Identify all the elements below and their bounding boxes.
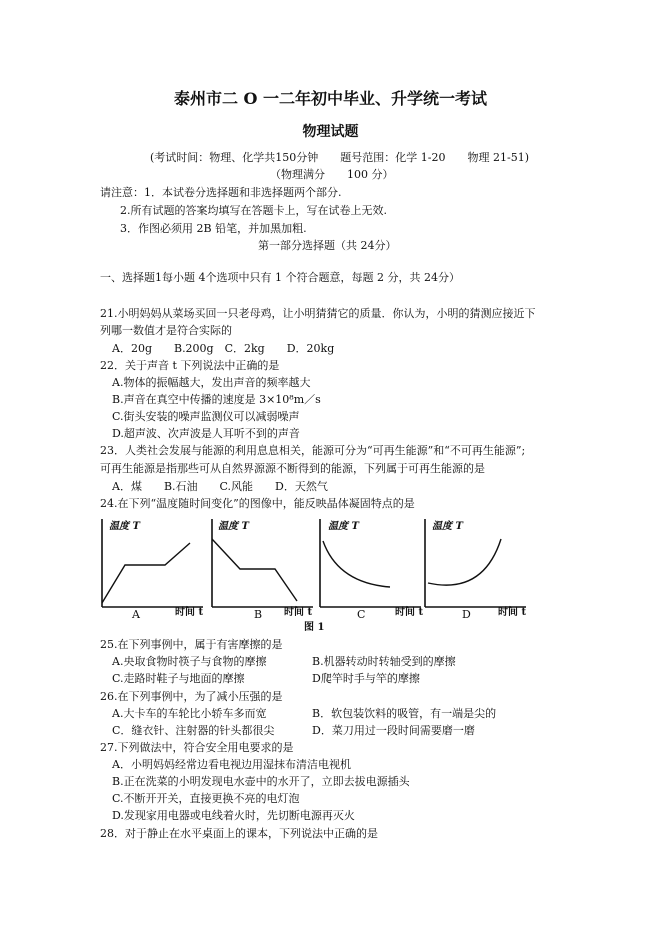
subject-title: 物理试题 [302,124,359,140]
graph-d-x-label: 时间 t [498,607,527,618]
graph-a-x-label: 时间 t [175,607,204,618]
graph-b-x-label: 时间 t [284,607,313,618]
q27-option-a: A．小明妈妈经常边看电视边用湿抹布清洁电视机 [112,758,351,771]
notice-line-3: 3．作图必须用 2B 铅笔，并加黑加粗. [120,222,307,235]
q24-stem: 24.在下列“温度随时间变化”的图像中，能反映晶体凝固特点的是 [100,497,415,510]
graph-c-x-label: 时间 t [395,607,424,618]
graph-a-y-label: 温度 T [109,521,140,532]
q26-option-c: C．缝衣针、注射器的针头都很尖 [112,724,275,737]
q22-option-b: B.声音在真空中传播的速度是 3×10⁸m／s [112,393,321,406]
q23-options: A．煤 B.石油 C.风能 D．天然气 [112,480,328,493]
q22-option-a: A.物体的振幅越大，发出声音的频率越大 [112,376,311,389]
figure-caption: 图 1 [304,622,325,633]
section-heading: 一、选择题1每小题 4个选项中只有 1 个符合题意，每题 2 分，共 24分） [100,271,460,284]
q26-stem: 26.在下列事例中，为了减小压强的是 [100,690,283,703]
q26-option-d: D．菜刀用过一段时间需要磨一磨 [312,724,475,737]
graph-d-y-label: 温度 T [432,521,463,532]
q27-stem: 27.下列做法中，符合安全用电要求的是 [100,741,294,754]
q21-stem-1: 21.小明妈妈从菜场买回一只老母鸡，让小明猜猜它的质量．你认为，小明的猜测应接近下 [100,307,536,320]
q22-stem: 22．关于声音 t 下列说法中正确的是 [100,359,280,372]
notice-line-1: 请注意：1．本试卷分选择题和非选择题两个部分. [100,186,342,199]
q23-stem-2: 可再生能源是指那些可从自然界源源不断得到的能源，下列属于可再生能源的是 [100,462,485,475]
graph-a-curve [102,543,190,603]
notice-line-2: 2.所有试题的答案均填写在答题卡上，写在试卷上无效. [120,204,387,217]
q21-stem-2: 列哪一数值才是符合实际的 [100,324,232,337]
q25-stem: 25.在下列事例中，属于有害摩擦的是 [100,638,283,651]
graph-b-curve [212,539,297,601]
q25-option-b: B.机器转动时转轴受到的摩擦 [312,655,456,668]
q22-option-d: D.超声波、次声波是人耳听不到的声音 [112,427,300,440]
q27-option-d: D.发现家用电器或电线着火时，先切断电源再灭火 [112,809,355,822]
graph-c-curve [323,541,390,587]
score-info: （物理满分 100 分） [270,168,394,181]
graph-c-y-label: 温度 T [328,521,359,532]
exam-info: (考试时间：物理、化学共150分钟 题号范围：化学 1-20 物理 21-51) [150,151,529,164]
q25-option-d: D爬竿时手与竿的摩擦 [312,672,420,685]
q21-options: A．20g B.200g C．2kg D．20kg [112,342,335,355]
graph-a-label: A [132,608,140,621]
graph-d-label: D [462,608,471,621]
graph-b-y-label: 温度 T [218,521,249,532]
q26-option-a: A.大卡车的车轮比小轿车多而宽 [112,707,267,720]
exam-title: 泰州市二 O 一二年初中毕业、升学统一考试 [173,89,488,108]
q28-stem: 28．对于静止在水平桌面上的课本，下列说法中正确的是 [100,827,378,840]
q25-option-a: A.央取食物时筷子与食物的摩擦 [112,655,267,668]
graph-c-label: C [357,608,366,621]
q27-option-c: C.不断开开关，直接更换不亮的电灯泡 [112,792,300,805]
part1-title: 第一部分选择题（共 24分） [258,239,397,252]
q22-option-c: C.街头安装的噪声监测仪可以减弱噪声 [112,410,300,423]
q23-stem-1: 23．人类社会发展与能源的利用息息相关，能源可分为“可再生能源”和“不可再生能源”; [100,444,526,457]
graph-d-curve [428,539,501,585]
graph-b-label: B [254,608,263,621]
q27-option-b: B.正在洗菜的小明发现电水壶中的水开了，立即去拔电源插头 [112,775,410,788]
q26-option-b: B．软包装饮料的吸管，有一端是尖的 [312,707,497,720]
q25-option-c: C.走路时鞋子与地面的摩擦 [112,672,245,685]
